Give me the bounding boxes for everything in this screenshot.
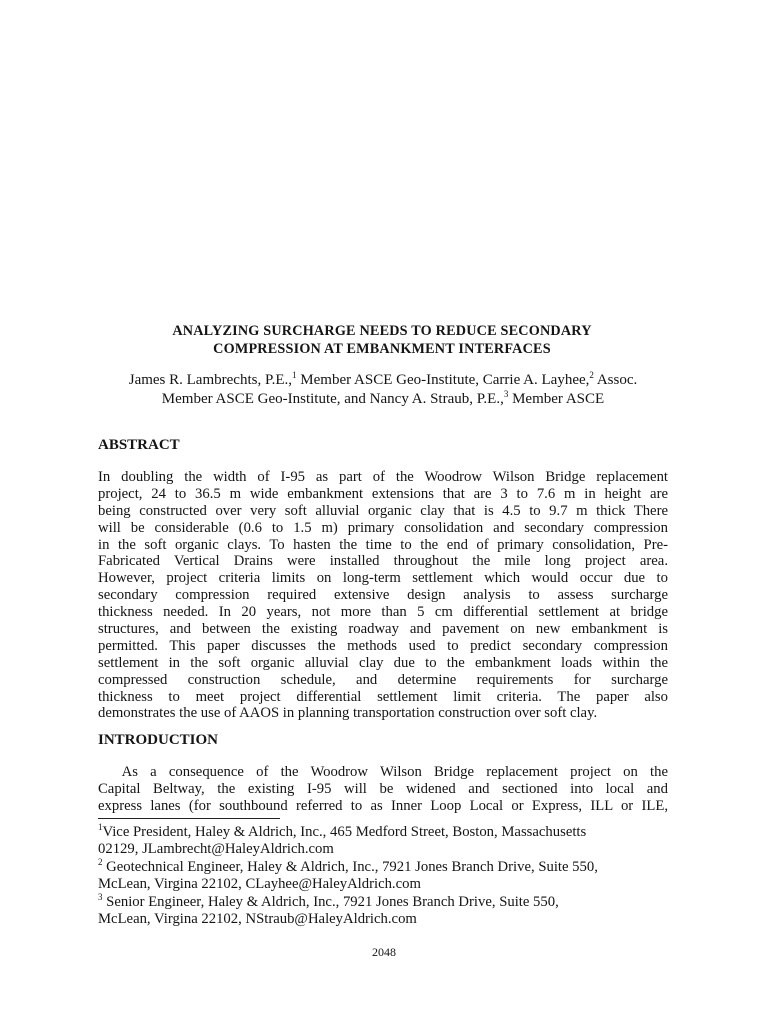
- footnote-1-text-1: Vice President, Haley & Aldrich, Inc., 465 Medford Street, Boston, Massachusetts: [102, 824, 587, 840]
- abstract-line: compressed construction schedule, and determine requirements for surcharge: [98, 671, 668, 688]
- footnote-3-line-1: [98, 891, 678, 911]
- author-line-1-part-b: Member ASCE Geo-Institute, Carrie A. Layhee,: [296, 372, 590, 388]
- footnote-1-line-2: 02129, JLambrecht@HaleyAldrich.com: [98, 841, 334, 858]
- author-line-2-part-b: Member ASCE: [508, 391, 605, 407]
- abstract-line: structures, and between the existing roadway and pavement on new embankment is: [98, 621, 668, 638]
- footnote-3-line-2: McLean, Virgina 22102, NStraub@HaleyAldrich.com: [98, 911, 417, 928]
- author-affiliation-mark-2: 2: [589, 370, 594, 380]
- introduction-body: [98, 764, 668, 815]
- footnote-1-line-1: [98, 824, 678, 841]
- abstract-line: Fabricated Vertical Drains were installed throughout the mile long project area.: [98, 553, 668, 570]
- abstract-line: secondary compression required extensive design analysis to assess surcharge: [98, 587, 668, 604]
- abstract-line: thickness to meet project differential settlement limit criteria. The paper also: [98, 688, 668, 705]
- abstract-line: being constructed over very soft alluvial organic clay that is 4.5 to 9.7 m thick There: [98, 502, 668, 519]
- author-affiliation-mark-1: 1: [292, 370, 297, 380]
- abstract-line: will be considerable (0.6 to 1.5 m) primary consolidation and secondary compression: [98, 519, 668, 536]
- author-line-2: [80, 390, 686, 409]
- abstract-line: However, project criteria limits on long-term settlement which would occur due to: [98, 570, 668, 587]
- paper-title: [96, 322, 668, 358]
- introduction-line: Capital Beltway, the existing I-95 will be widened and sectioned into local and: [98, 780, 668, 797]
- author-affiliation-mark-3: 3: [503, 389, 509, 399]
- footnote-mark-3: 3: [98, 891, 103, 902]
- introduction-line: As a consequence of the Woodrow Wilson Bridge replacement project on the: [98, 764, 668, 780]
- footnote-3-text-1: Senior Engineer, Haley & Aldrich, Inc., 7921 Jones Branch Drive, Suite 550,: [102, 893, 559, 910]
- title-line-1: ANALYZING SURCHARGE NEEDS TO REDUCE SECONDARY: [172, 323, 592, 339]
- footnote-mark-1: 1: [98, 822, 103, 833]
- abstract-line: demonstrates the use of AAOS in planning transportation construction over soft clay.: [98, 705, 598, 722]
- introduction-heading: INTRODUCTION: [98, 732, 219, 748]
- title-line-2: COMPRESSION AT EMBANKMENT INTERFACES: [213, 341, 551, 357]
- footnote-2-line-2: McLean, Virgina 22102, CLayhee@HaleyAldrich.com: [98, 876, 421, 893]
- footnote-mark-2: 2: [98, 856, 103, 867]
- author-line-1: [80, 371, 686, 390]
- abstract-line: in the soft organic clays. To hasten the time to the end of primary consolidation, Pre-: [98, 536, 668, 553]
- introduction-line: express lanes (for southbound referred to as Inner Loop Local or Express, ILL or ILE,: [98, 797, 668, 814]
- abstract-line: thickness needed. In 20 years, not more than 5 cm differential settlement at bridge: [98, 604, 668, 621]
- footnotes: [98, 824, 678, 928]
- author-line-2-part-a: Member ASCE Geo-Institute, and Nancy A. Straub, P.E.,: [161, 391, 504, 407]
- footnote-separator: [98, 818, 280, 819]
- footnote-2-text-1: Geotechnical Engineer, Haley & Aldrich, Inc., 7921 Jones Branch Drive, Suite 550,: [102, 858, 598, 875]
- author-line-1-part-c: Assoc.: [593, 372, 638, 388]
- abstract-heading: ABSTRACT: [98, 437, 180, 453]
- abstract-line: settlement in the soft organic alluvial clay due to the embankment loads within the: [98, 654, 668, 671]
- abstract-line: permitted. This paper discusses the methods used to predict secondary compression: [98, 637, 668, 654]
- page-number: 2048: [372, 945, 396, 959]
- abstract-body: [98, 469, 668, 722]
- abstract-line: project, 24 to 36.5 m wide embankment extensions that are 3 to 7.6 m in height are: [98, 485, 668, 502]
- author-line-1-part-a: James R. Lambrechts, P.E.,: [128, 372, 293, 388]
- abstract-line: In doubling the width of I-95 as part of the Woodrow Wilson Bridge replacement: [98, 469, 668, 485]
- author-list: [80, 371, 686, 409]
- footnote-2-line-1: [98, 856, 678, 876]
